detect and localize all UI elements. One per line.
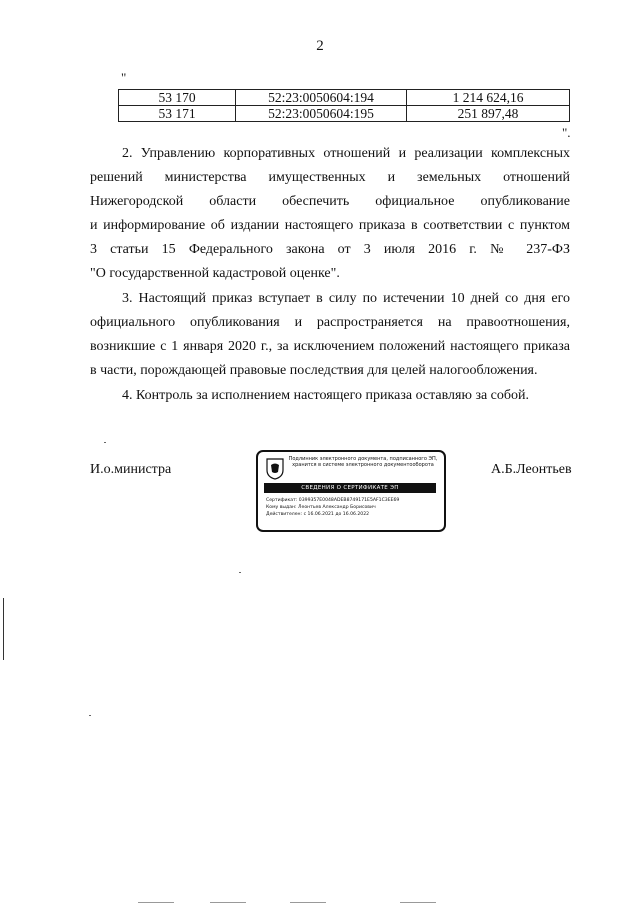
paragraph-line: официального опубликования и распространяется на правоотношения, bbox=[90, 315, 570, 330]
coat-of-arms-icon bbox=[266, 458, 284, 480]
signer-position: И.о.министра bbox=[90, 462, 172, 477]
signer-name: А.Б.Леонтьев bbox=[491, 462, 572, 477]
paragraph-line: Нижегородской области обеспечить официальное опубликование bbox=[90, 194, 570, 209]
table-cell-number: 53 170 bbox=[119, 90, 236, 106]
scan-bottom-line bbox=[210, 902, 246, 903]
paragraph-line: возникшие с 1 января 2020 г., за исключением положений настоящего приказа bbox=[90, 339, 570, 354]
scan-bottom-line bbox=[290, 902, 326, 903]
page-number: 2 bbox=[316, 38, 324, 54]
table-row bbox=[119, 90, 570, 106]
stamp-details bbox=[266, 497, 438, 518]
scan-dot bbox=[239, 572, 241, 573]
table-quote-open: " bbox=[121, 70, 127, 85]
table-cell-value: 251 897,48 bbox=[407, 106, 570, 122]
table-quote-close: ". bbox=[562, 125, 571, 140]
scan-bottom-line bbox=[138, 902, 174, 903]
stamp-certificate: Сертификат: 0399357E0048ADEB8749171E5AF1C3EE69 bbox=[266, 498, 400, 503]
paragraph-line: и информирование об издании настоящего приказа в соответствии с пунктом bbox=[90, 218, 570, 233]
table-cell-value: 1 214 624,16 bbox=[407, 90, 570, 106]
paragraph-line: 3. Настоящий приказ вступает в силу по истечении 10 дней со дня его bbox=[122, 291, 570, 306]
scan-margin-mark bbox=[3, 598, 4, 660]
stamp-title: СВЕДЕНИЯ О СЕРТИФИКАТЕ ЭП bbox=[264, 483, 436, 493]
stamp-validity: Действителен: с 16.06.2021 до 16.06.2022 bbox=[266, 512, 370, 517]
paragraph-line: в части, порождающей правовые последствия для целей налогообложения. bbox=[90, 363, 538, 378]
paragraph-line: 3 статьи 15 Федерального закона от 3 июля 2016 г. № 237-ФЗ bbox=[90, 242, 570, 257]
stamp-issued-to: Кому выдан: Леонтьев Александр Борисович bbox=[266, 505, 376, 510]
stamp-header-line: Подлинник электронного документа, подписанного ЭП, bbox=[288, 456, 438, 462]
table-cell-number: 53 171 bbox=[119, 106, 236, 122]
scan-dot bbox=[104, 442, 106, 443]
cadastral-value-table bbox=[118, 89, 570, 122]
table-cell-cadastral-number: 52:23:0050604:195 bbox=[236, 106, 407, 122]
paragraph-line: 2. Управлению корпоративных отношений и реализации комплексных bbox=[122, 146, 570, 161]
scan-bottom-line bbox=[400, 902, 436, 903]
scan-dot bbox=[89, 715, 91, 716]
paragraph-line: решений министерства имущественных и земельных отношений bbox=[90, 170, 570, 185]
stamp-header bbox=[288, 456, 438, 468]
table-cell-cadastral-number: 52:23:0050604:194 bbox=[236, 90, 407, 106]
paragraph-line: "О государственной кадастровой оценке". bbox=[90, 266, 340, 281]
paragraph-4: 4. Контроль за исполнением настоящего приказа оставляю за собой. bbox=[122, 388, 530, 403]
stamp-header-line: хранится в системе электронного документооборота bbox=[292, 462, 434, 468]
electronic-signature-stamp bbox=[256, 450, 446, 532]
table-row bbox=[119, 106, 570, 122]
